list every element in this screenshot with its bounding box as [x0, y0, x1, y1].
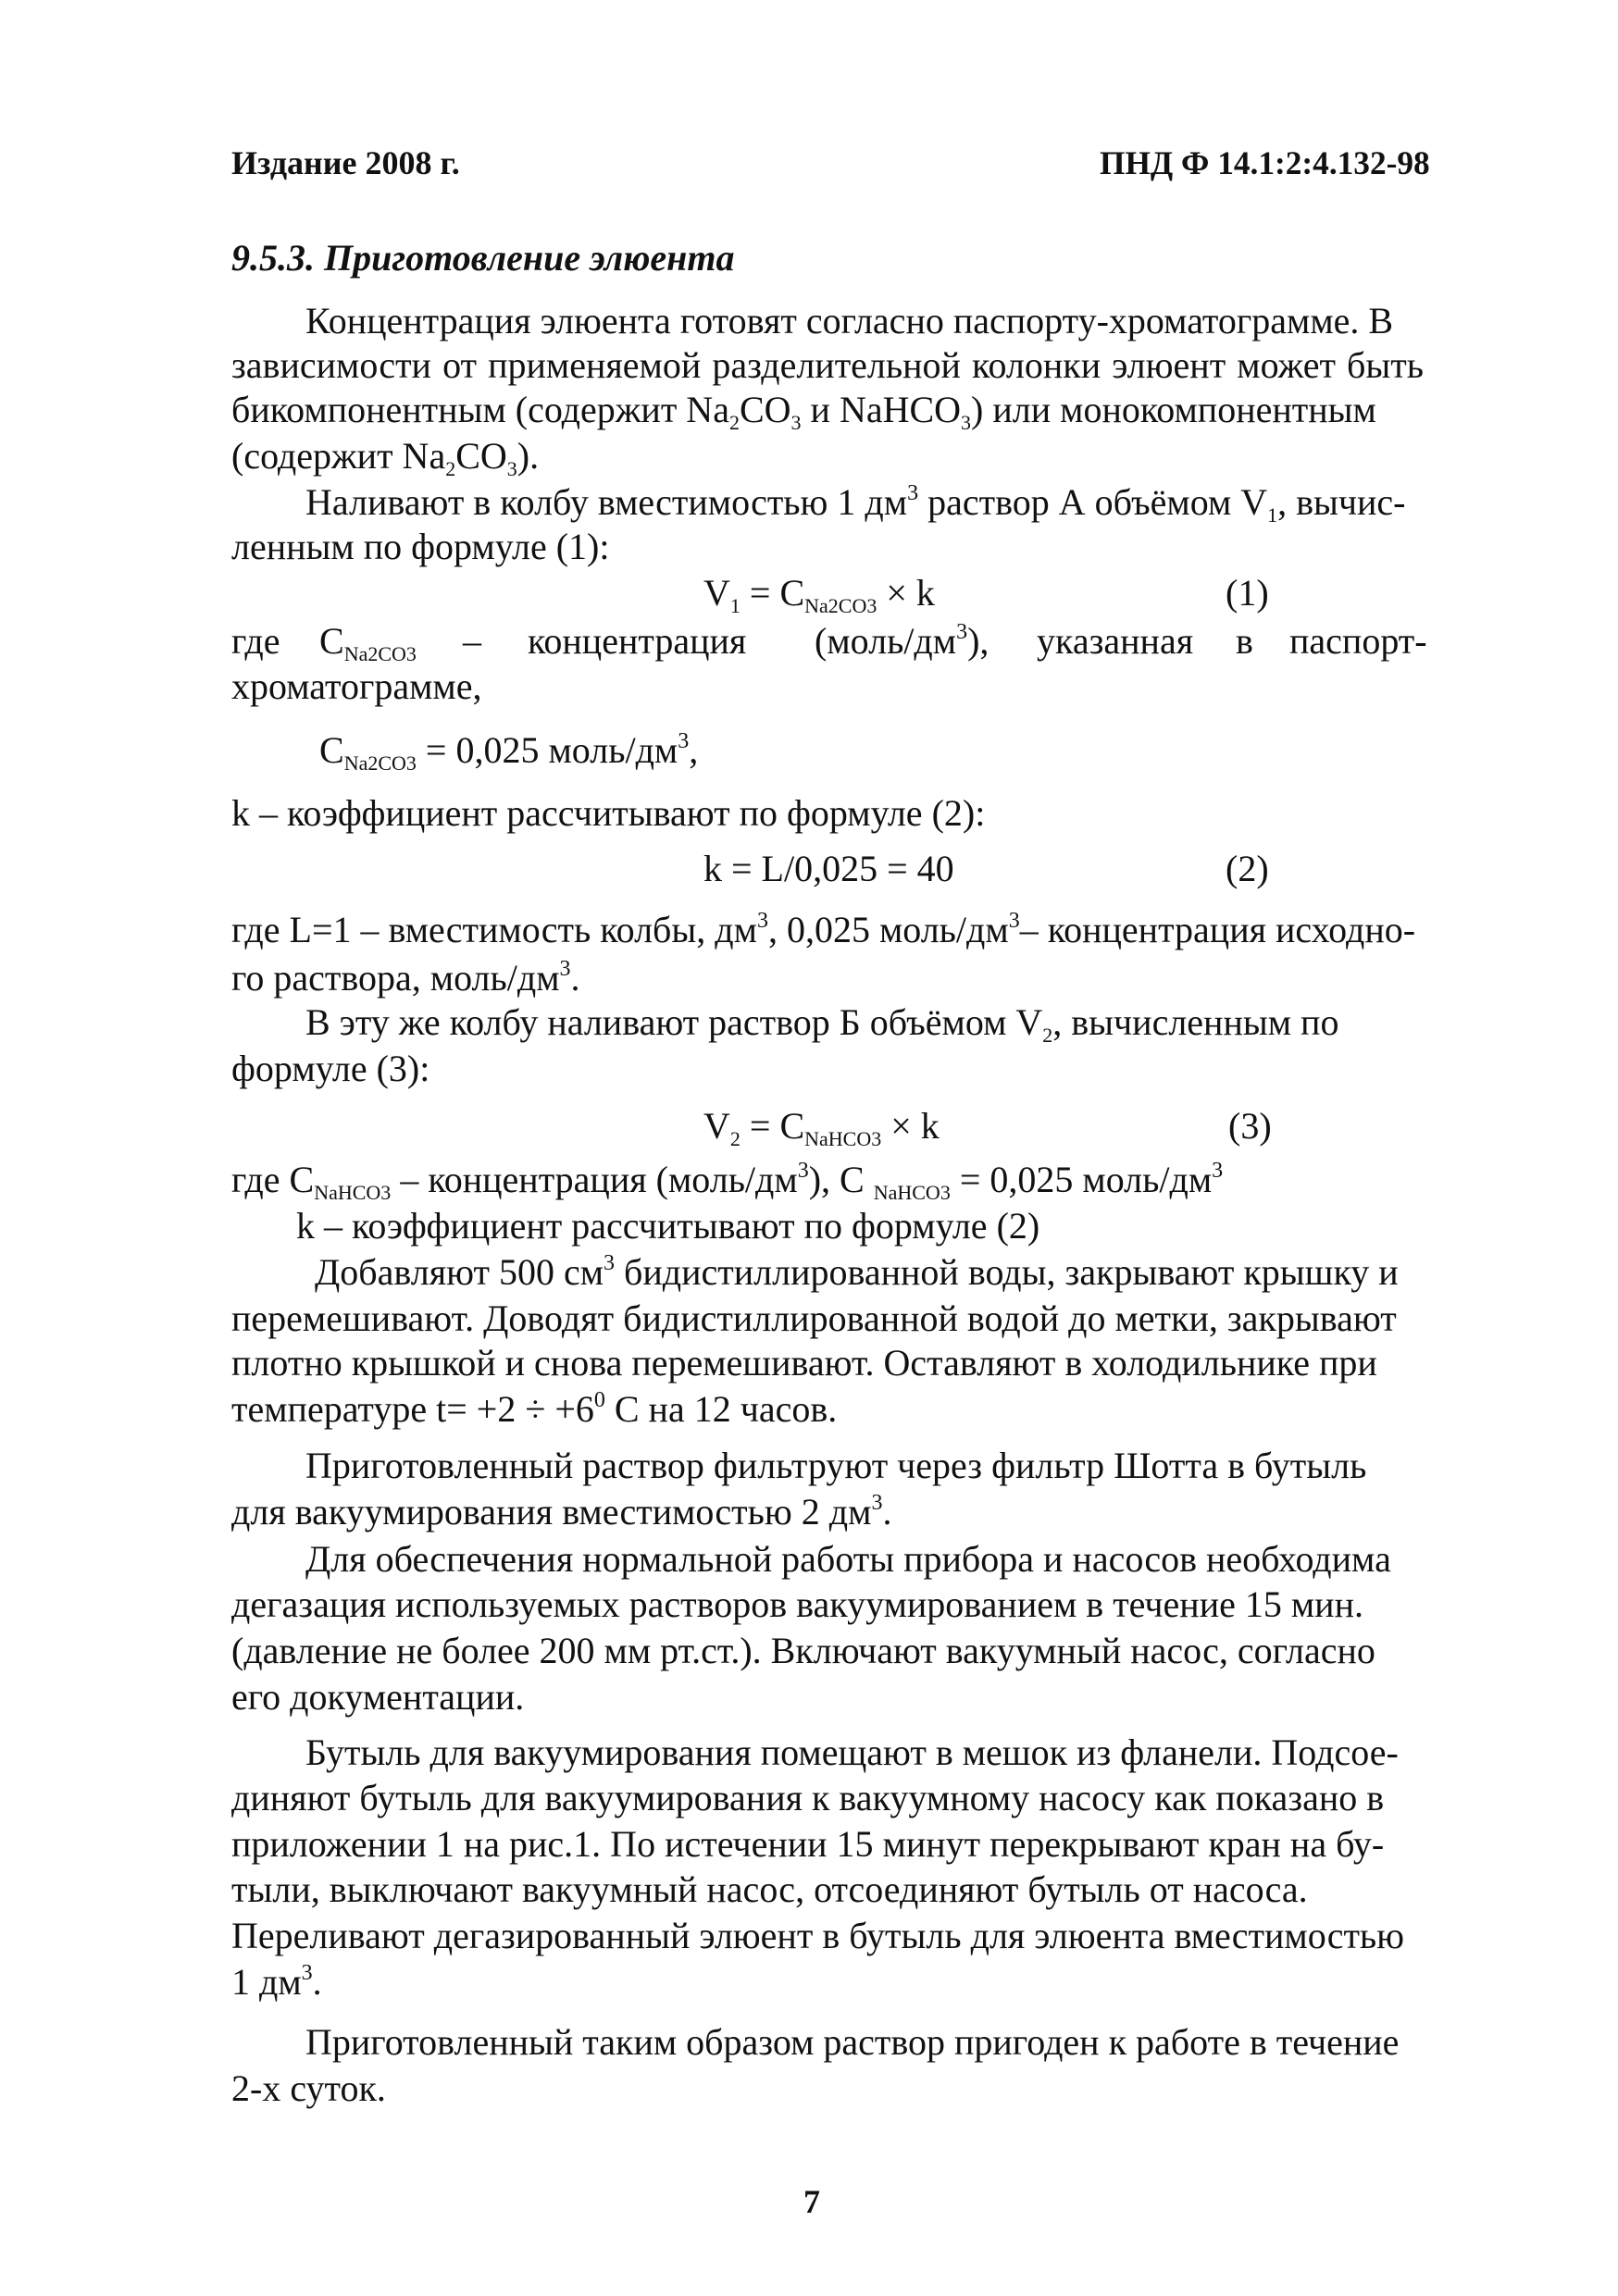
definition-symbol: $C_{Na2CO3}$: [319, 620, 417, 665]
formula-1: $V_1 = C_{Na2CO3} \times k$: [703, 572, 935, 617]
definition-word: указанная: [1037, 620, 1194, 662]
definition-word: $(моль/дм^3)$,: [815, 620, 989, 662]
paragraph-line: 1 $дм^3$.: [231, 1961, 322, 2003]
section-title: 9.5.3. Приготовление элюента: [231, 237, 735, 279]
paragraph-line: формуле (3):: [231, 1048, 430, 1089]
paragraph-line: перемешивают. Доводят бидистиллированной водой до метки, закрывают: [231, 1297, 1397, 1339]
paragraph-line: приложении 1 на рис.1. По истечении 15 минут перекрывают кран на бу-: [231, 1823, 1385, 1865]
paragraph-line: Для обеспечения нормальной работы прибора и насосов необходима: [305, 1538, 1391, 1580]
paragraph-line: Концентрация элюента готовят согласно паспорту-хроматограмме. В: [305, 300, 1394, 341]
paragraph-line: (давление не более 200 мм рт.ст.). Включают вакуумный насос, согласно: [231, 1630, 1375, 1671]
paragraph-line: где $C_{NaHCO3}$ – концентрация $(моль/дм^3)$, C $_{NaHCO3}$ = 0,025 моль/$дм^3$: [231, 1159, 1224, 1204]
paragraph-line: k – коэффициент рассчитывают по формуле (2): [296, 1205, 1040, 1247]
paragraph-line: В эту же колбу наливают раствор Б объёмом $V_2$, вычисленным по: [305, 1001, 1339, 1047]
definition-word: концентрация: [528, 620, 747, 662]
paragraph-line: 2-х суток.: [231, 2067, 386, 2109]
paragraph-line: Бутыль для вакуумирования помещают в мешок из фланели. Подсое-: [305, 1731, 1399, 1773]
concentration-value: $C_{Na2CO3} = 0,025$ моль/$дм^3$,: [319, 729, 699, 775]
formula-3: $V_2 = C_{NaHCO3} \times k$: [703, 1105, 940, 1150]
paragraph-line: плотно крышкой и снова перемешивают. Оставляют в холодильнике при: [231, 1342, 1377, 1384]
paragraph-line: его документации.: [231, 1676, 525, 1718]
paragraph-line: зависимости от применяемой разделительной колонки элюент может быть: [231, 344, 1424, 386]
definition-word: где: [231, 620, 280, 662]
paragraph-line: хроматограмме,: [231, 665, 482, 707]
definition-word: паспорт-: [1289, 620, 1427, 662]
definition-word: в: [1236, 620, 1253, 662]
formula-number: (2): [1226, 848, 1269, 889]
paragraph-line: Приготовленный таким образом раствор пригоден к работе в течение: [305, 2021, 1400, 2063]
document-code: ПНД Ф 14.1:2:4.132-98: [1100, 144, 1430, 181]
paragraph-line: диняют бутыль для вакуумирования к вакуумному насосу как показано в: [231, 1777, 1385, 1818]
edition-label: Издание 2008 г.: [231, 144, 460, 181]
paragraph-line: (содержит $Na_2CO_3$).: [231, 435, 540, 480]
paragraph-line: Наливают в колбу вместимостью 1 $дм^3$ раствор А объёмом $V_1$, вычис-: [305, 481, 1406, 527]
page-number: 7: [803, 2183, 820, 2220]
paragraph-line: тыли, выключают вакуумный насос, отсоединяют бутыль от насоса.: [231, 1868, 1308, 1910]
paragraph-line: где L=1 – вместимость колбы, $дм^3$, 0,025 моль/$дм^3-$ концентрация исходно-: [231, 909, 1416, 950]
formula-2: k = L/0,025 = 40: [703, 848, 954, 889]
definition-word: –: [463, 620, 481, 662]
paragraph-line: Переливают дегазированный элюент в бутыль для элюента вместимостью: [231, 1915, 1405, 1956]
formula-number: (1): [1226, 572, 1269, 614]
paragraph-line: дегазация используемых растворов вакуумированием в течение 15 мин.: [231, 1583, 1363, 1625]
paragraph-line: для вакуумирования вместимостью 2 $дм^3$.: [231, 1491, 892, 1533]
paragraph-line: температуре $t= +2 \div +6^0$ С на 12 часов.: [231, 1388, 838, 1430]
paragraph-line: бикомпонентным (содержит $Na_2CO_3$ и NaHCO$_3$) или монокомпонентным: [231, 389, 1376, 434]
paragraph-line: Добавляют 500 $см^3$ бидистиллированной воды, закрывают крышку и: [315, 1251, 1399, 1293]
paragraph-line: Приготовленный раствор фильтруют через фильтр Шотта в бутыль: [305, 1445, 1367, 1486]
paragraph-line: k – коэффициент рассчитывают по формуле (2):: [231, 792, 986, 834]
formula-number: (3): [1228, 1105, 1272, 1147]
paragraph-line: ленным по формуле (1):: [231, 526, 610, 567]
paragraph-line: го раствора, моль/$дм^3$.: [231, 957, 580, 999]
